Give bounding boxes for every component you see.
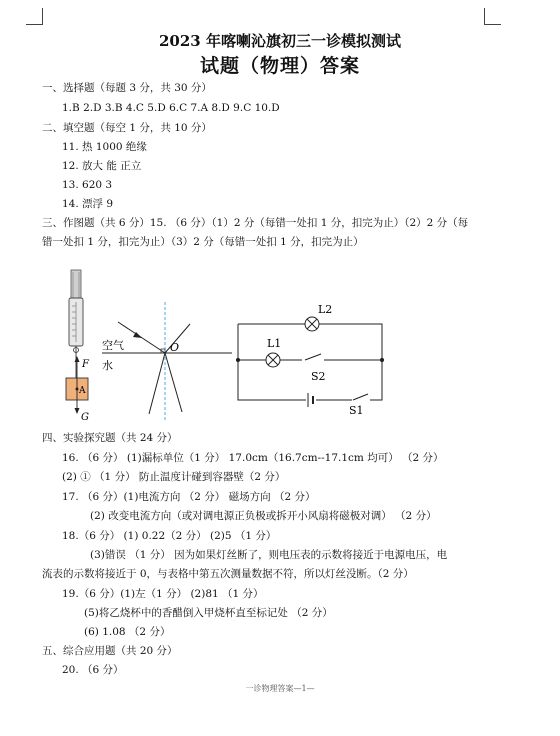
page-footer: 一诊物理答案—1— — [245, 684, 315, 693]
answer-figures — [40, 262, 400, 427]
answer-19-5: (5)将乙烧杯中的香醋倒入甲烧杯直至标记处 （2 分） — [84, 607, 333, 619]
answer-18-3: (3)错误 （1 分） 因为如果灯丝断了，则电压表的示数将接近于电源电压，电 — [90, 549, 448, 561]
choice-answers: 1.B 2.D 3.B 4.C 5.D 6.C 7.A 8.D 9.C 10.D — [62, 102, 280, 114]
exam-title: 2023 年喀喇沁旗初三一诊模拟测试 — [159, 32, 401, 50]
circuit-figure — [236, 317, 383, 407]
spring-scale-figure — [66, 270, 90, 423]
crop-mark-top-right — [484, 8, 501, 25]
answer-19-1: 19.（6 分）(1)左（1 分） (2)81 （1 分） — [62, 588, 264, 600]
answer-20: 20. （6 分） — [62, 664, 124, 676]
answer-title: 试题（物理）答案 — [199, 55, 360, 77]
section-heading-application: 五、综合应用题（共 20 分） — [42, 645, 178, 657]
section-heading-experiment: 四、实验探究题（共 24 分） — [42, 432, 178, 444]
section-heading-drawing: 三、作图题（共 6 分）15. （6 分）（1）2 分（每错一处扣 1 分，扣完为止）（2）2 分（每 — [42, 217, 469, 229]
answer-16-2: (2) ① （1 分） 防止温度计碰到容器壁（2 分） — [62, 471, 286, 483]
drawing-continued: 错一处扣 1 分，扣完为止）（3）2 分（每错一处扣 1 分，扣完为止） — [42, 236, 364, 248]
refraction-figure — [102, 302, 232, 422]
answer-18-1: 18.（6 分） (1) 0.22（2 分） (2)5 （1 分） — [62, 530, 277, 542]
lamp-l1-label: L1 — [267, 337, 282, 350]
force-f-label: F — [82, 359, 89, 370]
section-heading-fill: 二、填空题（每空 1 分，共 10 分） — [42, 122, 212, 134]
answer-19-6: (6) 1.08 （2 分） — [84, 626, 171, 638]
medium-water-label: 水 — [102, 359, 113, 372]
section-heading-choice: 一、选择题（每题 3 分，共 30 分） — [42, 82, 212, 94]
switch-s1-label: S1 — [349, 404, 364, 417]
answer-17-1: 17. （6 分）(1)电流方向 （2 分） 磁场方向 （2 分） — [62, 491, 316, 503]
answer-17-2: (2) 改变电流方向（或对调电源正负极或拆开小风扇将磁极对调） （2 分） — [90, 510, 437, 522]
answer-13: 13. 620 3 — [62, 179, 113, 191]
point-a-label: A — [79, 386, 86, 396]
crop-mark-top-left — [26, 8, 43, 25]
answer-11: 11. 热 1000 绝缘 — [62, 141, 147, 153]
answer-16-1: 16. （6 分） (1)漏标单位（1 分） 17.0cm（16.7cm--17.1cm 均可） （2 分） — [62, 452, 444, 464]
lamp-l2-label: L2 — [318, 303, 333, 316]
force-g-label: G — [81, 412, 89, 423]
answer-14: 14. 漂浮 9 — [62, 198, 114, 210]
answer-18-3-continued: 流表的示数将接近于 0，与表格中第五次测量数据不符，所以灯丝没断。（2 分） — [42, 568, 414, 580]
switch-s2-label: S2 — [311, 370, 326, 383]
point-o-label: O — [170, 341, 180, 354]
answer-12: 12. 放大 能 正立 — [62, 160, 142, 172]
medium-air-label: 空气 — [102, 339, 124, 352]
